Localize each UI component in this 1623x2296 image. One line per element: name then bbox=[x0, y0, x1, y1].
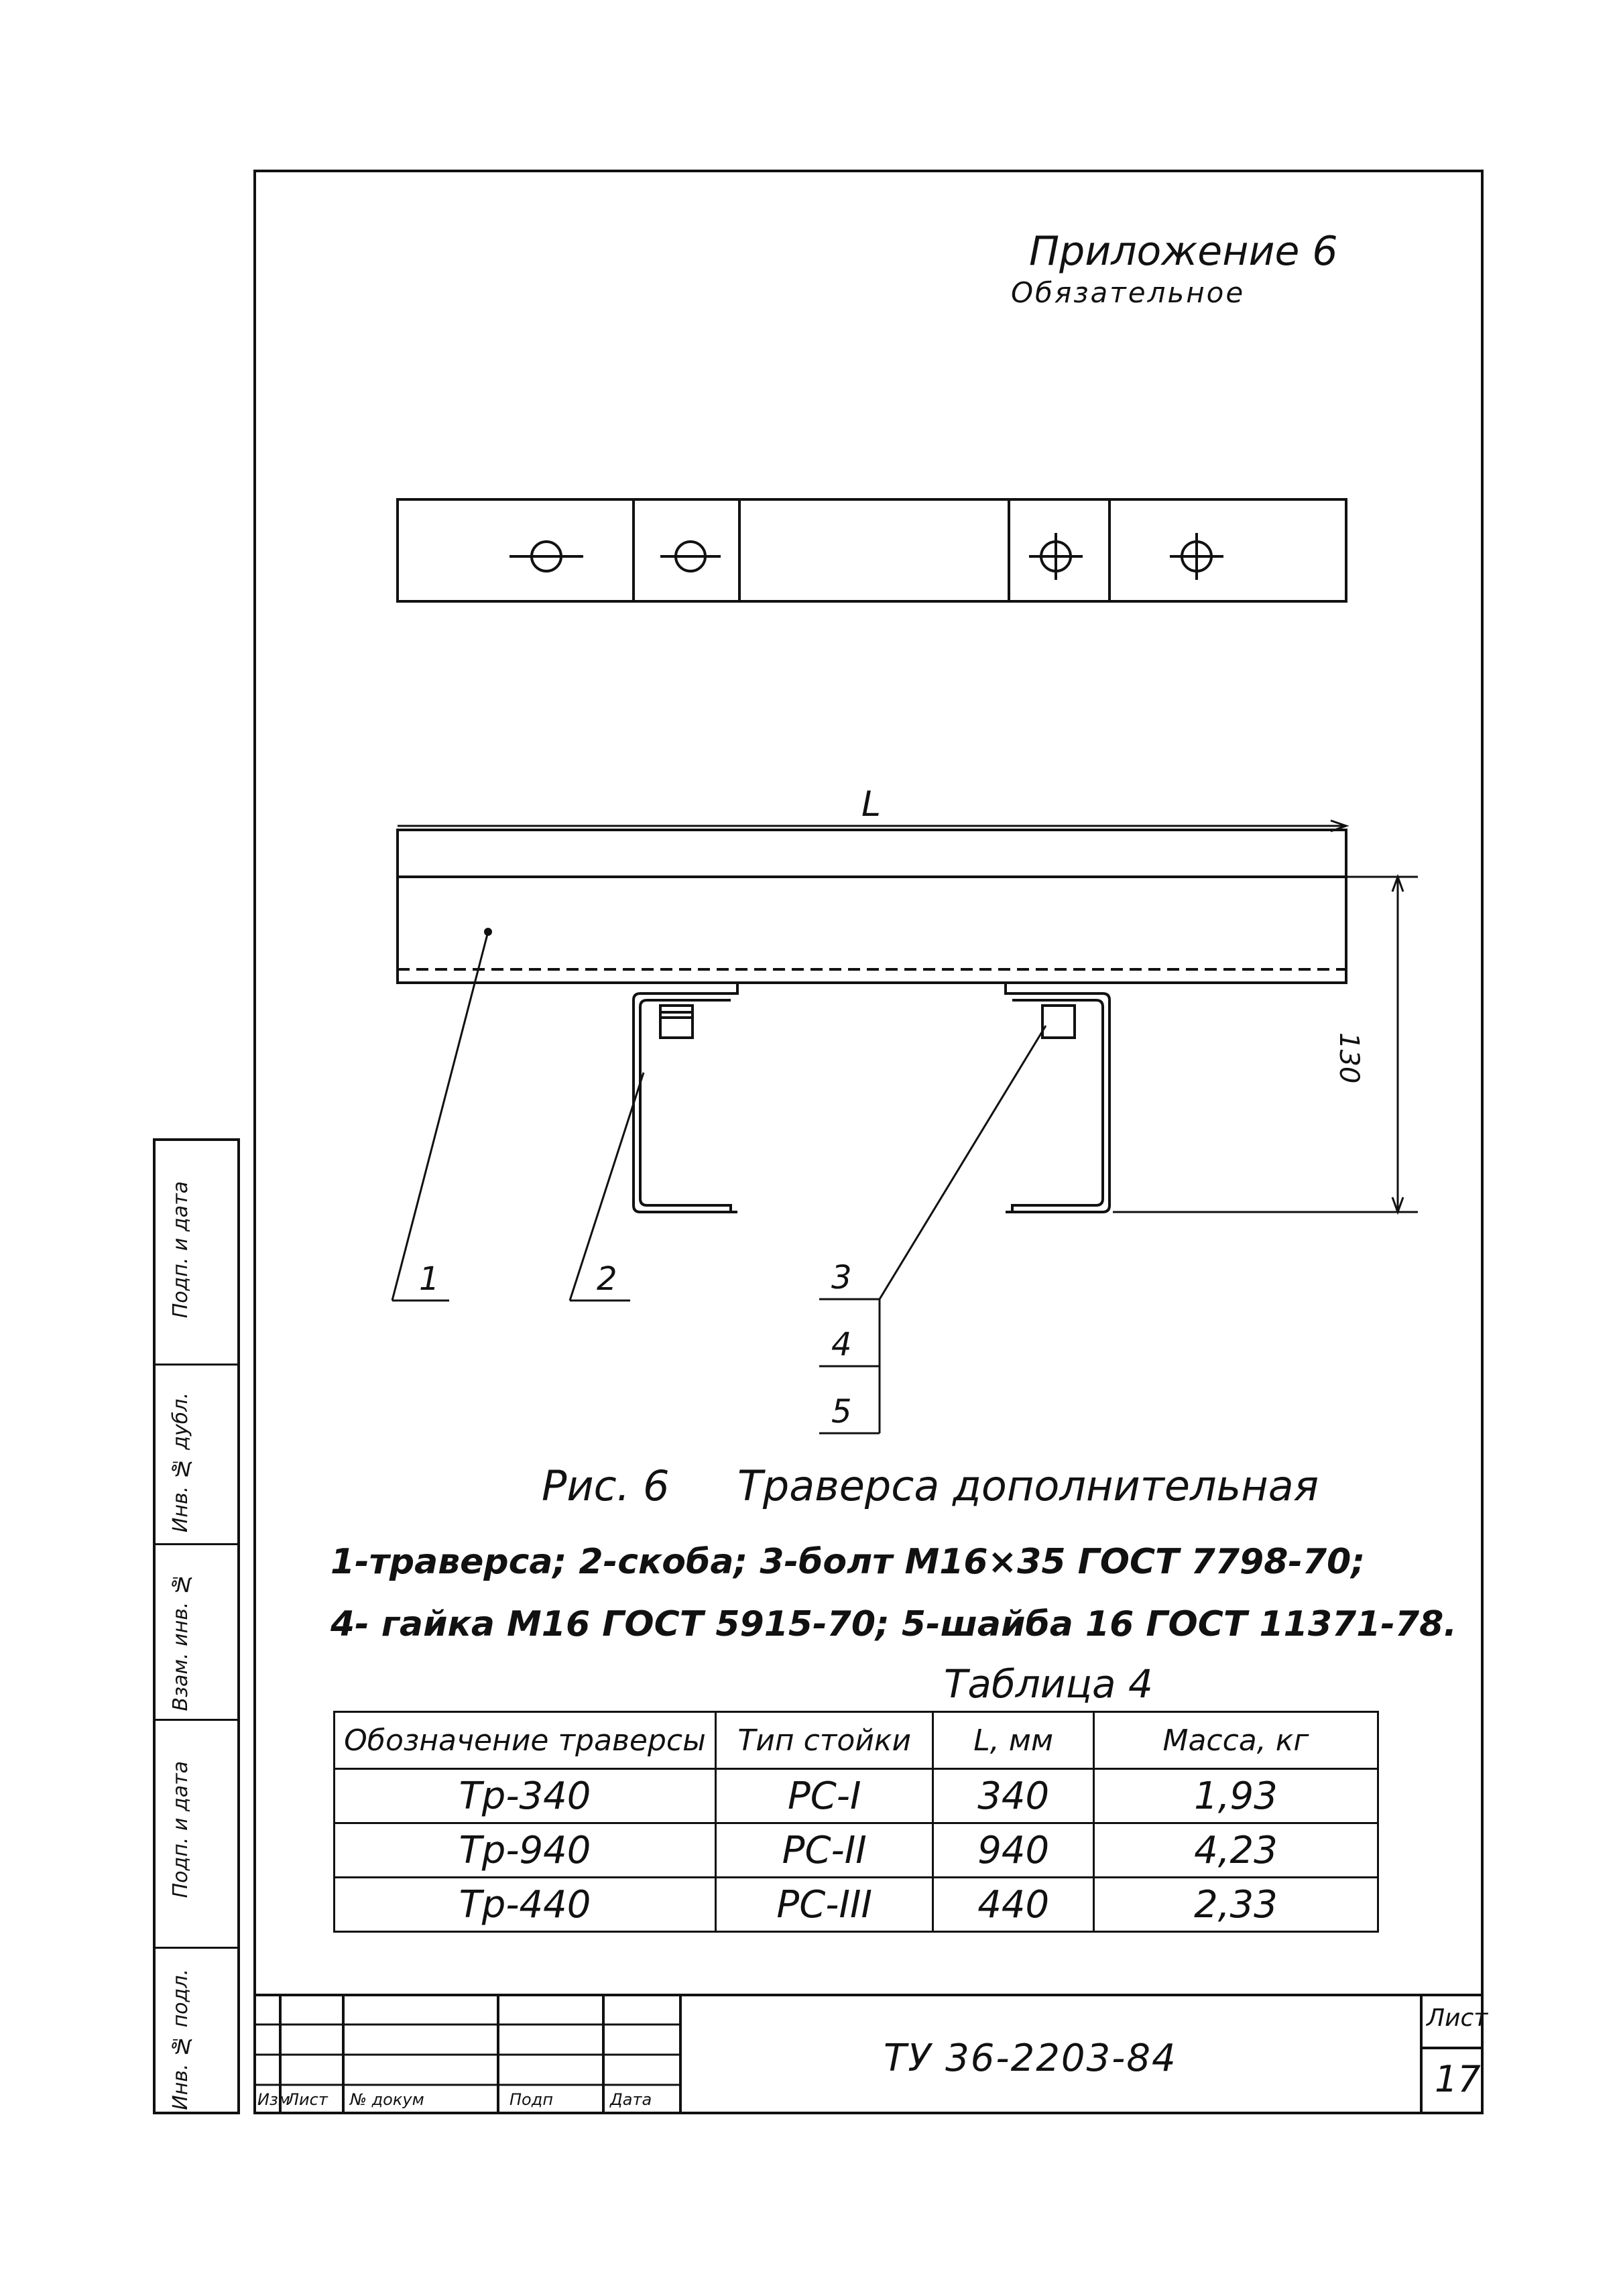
callout-2: 2 bbox=[597, 1260, 617, 1298]
table-cell: Тр-440 bbox=[335, 1878, 716, 1932]
table-header: Тип стойки bbox=[716, 1712, 933, 1769]
sheet-number: 17 bbox=[1435, 2058, 1481, 2100]
table-cell: Тр-340 bbox=[335, 1769, 716, 1823]
sidebar-label: Подп. и дата bbox=[169, 1761, 192, 1898]
table-title: Таблица 4 bbox=[944, 1661, 1153, 1707]
appendix-title: Приложение 6 bbox=[1029, 228, 1338, 275]
stamp-col-sign: Подп bbox=[509, 2090, 554, 2109]
callout-4: 4 bbox=[831, 1326, 852, 1364]
sidebar-label: Инв. № дубл. bbox=[169, 1392, 192, 1533]
table-header: L, мм bbox=[933, 1712, 1094, 1769]
callout-1: 1 bbox=[419, 1260, 440, 1298]
table-cell: 340 bbox=[933, 1769, 1094, 1823]
table-cell: 2,33 bbox=[1093, 1878, 1378, 1932]
table-cell: 1,93 bbox=[1093, 1769, 1378, 1823]
figure-caption: Траверса дополнительная bbox=[737, 1461, 1319, 1510]
table-cell: РС-I bbox=[716, 1769, 933, 1823]
table-cell: 440 bbox=[933, 1878, 1094, 1932]
figure-number: Рис. 6 bbox=[542, 1461, 670, 1510]
table-cell: РС-II bbox=[716, 1823, 933, 1878]
callout-5: 5 bbox=[831, 1393, 852, 1431]
dimension-height-label: 130 bbox=[1333, 1032, 1364, 1084]
appendix-subtitle: Обязательное bbox=[1011, 276, 1246, 309]
stamp-col-izm: Изм bbox=[257, 2090, 290, 2109]
table-header: Масса, кг bbox=[1093, 1712, 1378, 1769]
stamp-col-doc: № докум bbox=[350, 2090, 424, 2109]
callout-3: 3 bbox=[831, 1259, 852, 1296]
table-cell: РС-III bbox=[716, 1878, 933, 1932]
dimension-length-label: L bbox=[861, 784, 881, 825]
sidebar-label: Подп. и дата bbox=[169, 1181, 192, 1319]
sheet-label: Лист bbox=[1427, 2004, 1488, 2032]
document-code: ТУ 36-2203-84 bbox=[884, 2037, 1177, 2080]
stamp-col-date: Дата bbox=[610, 2090, 652, 2109]
legend-line-2: 4- гайка М16 ГОСТ 5915-70; 5-шайба 16 ГОСТ 11371-78. bbox=[330, 1604, 1457, 1644]
table-cell: 4,23 bbox=[1093, 1823, 1378, 1878]
sidebar-label: Взам. инв. № bbox=[169, 1572, 192, 1711]
table-cell: Тр-940 bbox=[335, 1823, 716, 1878]
stamp-col-list: Лист bbox=[287, 2090, 328, 2109]
sidebar-label: Инв. № подл. bbox=[169, 1969, 192, 2110]
legend-line-1: 1-траверса; 2-скоба; 3-болт М16×35 ГОСТ 7798-70; bbox=[330, 1542, 1366, 1582]
table-cell: 940 bbox=[933, 1823, 1094, 1878]
table-header: Обозначение траверсы bbox=[335, 1712, 716, 1769]
